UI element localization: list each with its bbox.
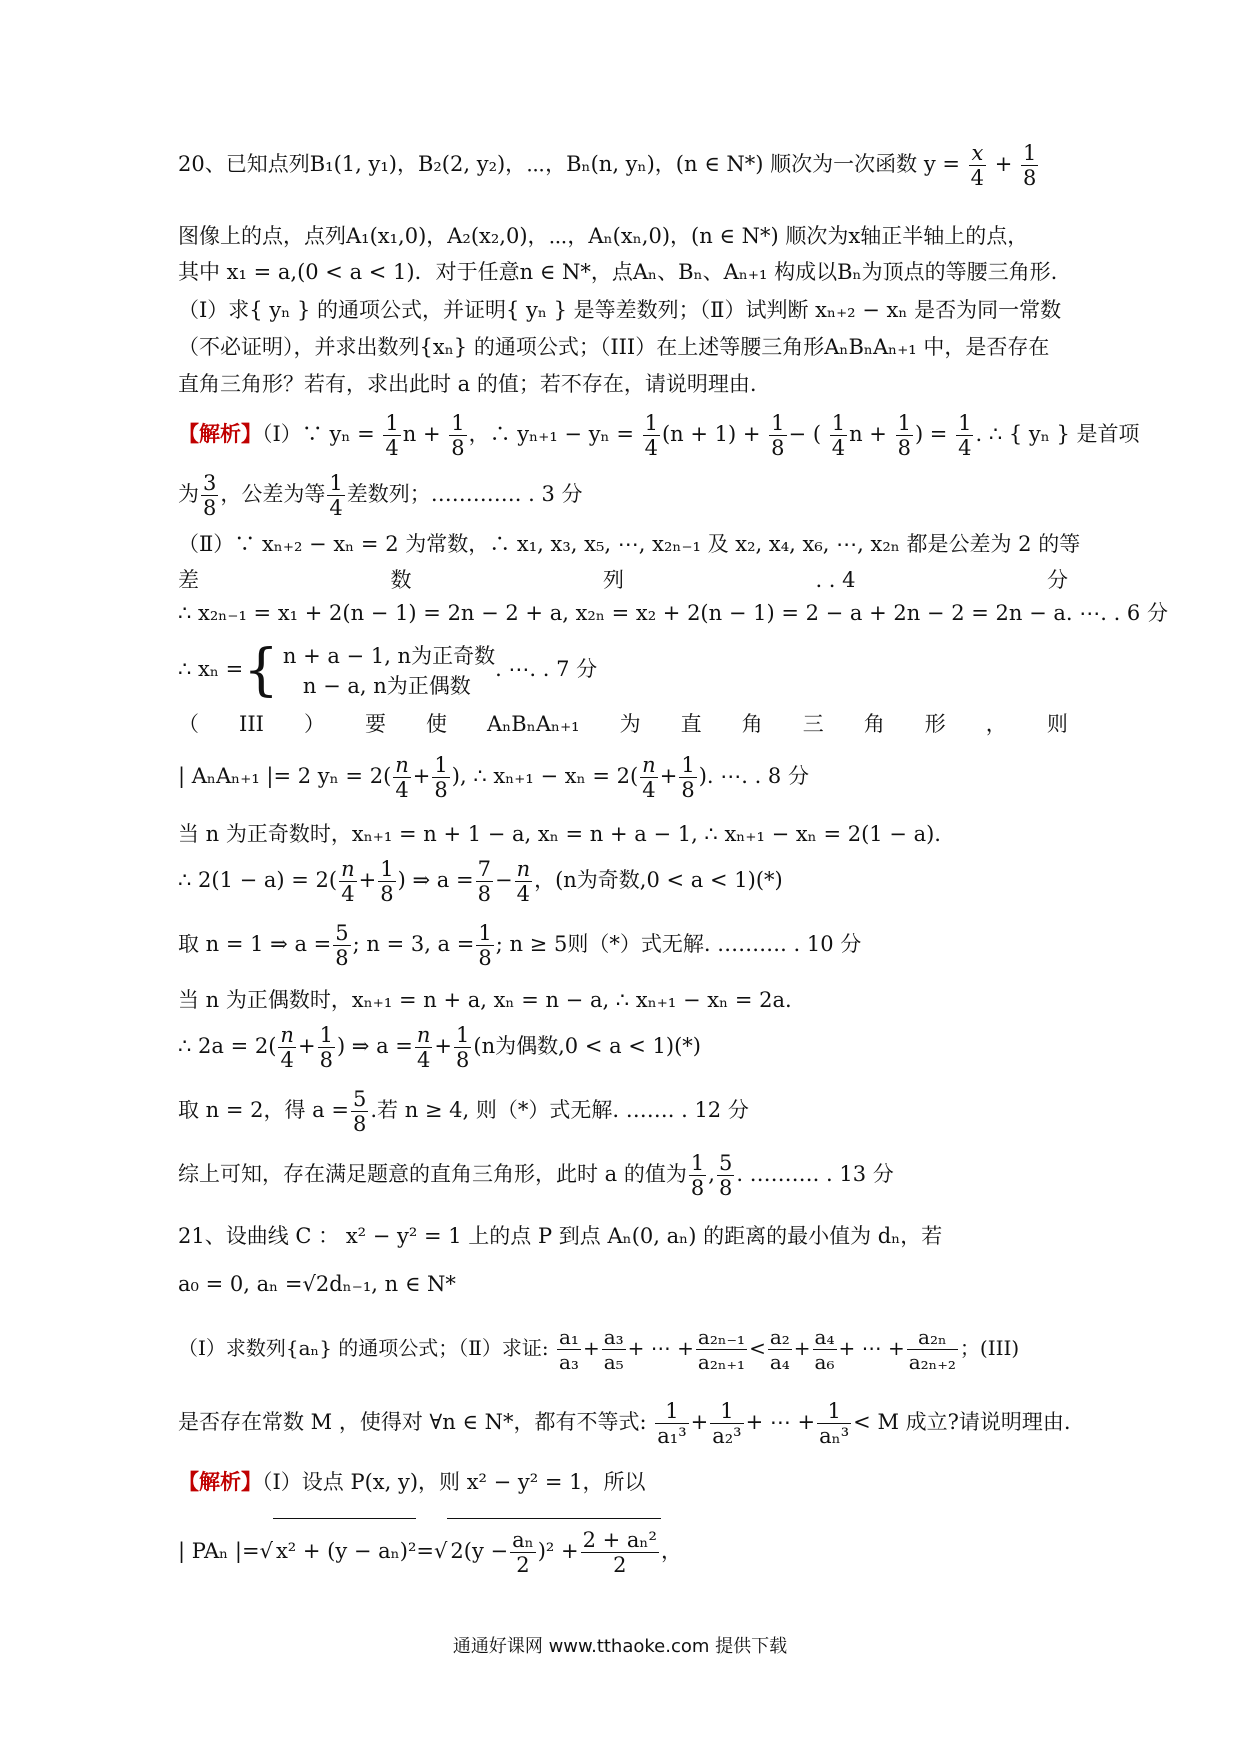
sol20-line-7: （ III ） 要 使 AₙBₙAₙ₊₁ 为 直 角 三 角 形 ， 则 — [178, 712, 1068, 736]
fraction: $\frac{7}{8}$ — [477, 857, 491, 906]
fraction: $\frac{n}{4}$ — [395, 753, 409, 802]
fraction: $\frac{5}{8}$ — [352, 1087, 367, 1136]
fraction: $\frac{\text{a₂}}{\text{a₄}}$ — [769, 1325, 790, 1374]
fraction: $\frac{1}{\text{a₁³}}$ — [657, 1399, 687, 1448]
q21-line-3: （Ⅰ）求数列{aₙ} 的通项公式；（Ⅱ）求证: $\frac{\text{a₁}}{\text{a₃}}$ + $\frac{\text{a₃}}{\text{a₅}}$ + ⋯ + $\frac{\text{a₂ₙ₋₁}}{\text{a₂ₙ₊₁}}$ < $\frac{\text{a₂}}{\text{a₄}}$ + $\frac{\text{a₄}}{\text{a₆}}$ + ⋯ + $\frac{\text{a₂ₙ}}{\text{a₂ₙ₊₂}}$ ；(III) — [178, 1325, 1020, 1374]
q20-line-1: 20、已知点列B₁(1, y₁)，B₂(2, y₂)，⋯，Bₙ(n, yₙ)，(n ∈ N*) 顺次为一次函数 y = $\frac{x}{4}$ + $\frac{1}{8}$ — [178, 141, 1037, 190]
fraction: $\frac{1}{8}$ — [1023, 141, 1037, 190]
fraction: $\frac{\text{2 + aₙ²}}{2}$ — [582, 1528, 657, 1577]
fraction: $\frac{1}{8}$ — [681, 753, 695, 802]
fraction: $\frac{1}{8}$ — [434, 753, 448, 802]
q20-line-4: （Ⅰ）求{ yₙ } 的通项公式，并证明{ yₙ } 是等差数列；（Ⅱ）试判断 xₙ₊₂ − xₙ 是否为同一常数 — [178, 298, 1062, 322]
sol20-line-15: 综上可知，存在满足题意的直角三角形，此时 a 的值为 $\frac{1}{8}$ , $\frac{5}{8}$ . ………. . 13 分 — [178, 1151, 894, 1200]
sol20-line-9: 当 n 为正奇数时，xₙ₊₁ = n + 1 − a, xₙ = n + a − 1, ∴ xₙ₊₁ − xₙ = 2(1 − a). — [178, 822, 941, 846]
q21-line-1: 21、设曲线 C ： x² − y² = 1 上的点 P 到点 Aₙ(0, aₙ) 的距离的最小值为 dₙ，若 — [178, 1224, 943, 1248]
fraction: $\frac{\text{a₄}}{\text{a₆}}$ — [814, 1325, 835, 1374]
sol20-line-8: | AₙAₙ₊₁ |= 2 yₙ = 2( $\frac{n}{4}$ + $\frac{1}{8}$ ), ∴ xₙ₊₁ − xₙ = 2( $\frac{n}{4}$ + $\frac{1}{8}$ ). ⋯. . 8 分 — [178, 753, 809, 802]
sol20-line-14: 取 n = 2，得 a = $\frac{5}{8}$ .若 n ≥ 4, 则（*）式无解. ……. . 12 分 — [178, 1087, 749, 1136]
fraction: $\frac{1}{\text{a₂³}}$ — [712, 1399, 742, 1448]
fraction: $\frac{1}{\text{aₙ³}}$ — [819, 1399, 850, 1448]
fraction: $\frac{n}{4}$ — [280, 1023, 294, 1072]
fraction: $\frac{\text{a₂ₙ}}{\text{a₂ₙ₊₂}}$ — [908, 1325, 956, 1374]
q21-solution-line-1: 【解析】（Ⅰ）设点 P(x, y)，则 x² − y² = 1，所以 — [178, 1469, 646, 1494]
fraction: $\frac{n}{4}$ — [341, 857, 355, 906]
sol20-line-11: 取 n = 1 ⇒ a = $\frac{5}{8}$ ; n = 3, a = $\frac{1}{8}$ ; n ≥ 5则（*）式无解. ………. . 10 分 — [178, 921, 862, 970]
q21-line-4: 是否存在常数 M ，使得对 ∀n ∈ N*，都有不等式: $\frac{1}{\text{a₁³}}$ + $\frac{1}{\text{a₂³}}$ + ⋯ + $\frac{1}{\text{aₙ³}}$ < M 成立?请说明理由. — [178, 1399, 1071, 1448]
fraction: $\frac{n}{4}$ — [642, 753, 656, 802]
fraction: $\frac{5}{8}$ — [335, 921, 349, 970]
solution-tag: 【解析】 — [178, 421, 262, 446]
sol20-line-4: 差 数 列 . . 4 分 — [178, 568, 1068, 592]
fraction: $\frac{\text{a₃}}{\text{a₅}}$ — [603, 1325, 624, 1374]
q20-text-1: 20、已知点列B₁(1, y₁)，B₂(2, y₂)，⋯，Bₙ(n, yₙ)，(n ∈ N*) 顺次为一次函数 y = — [178, 152, 960, 176]
fraction: $\frac{n}{4}$ — [416, 1023, 431, 1072]
sqrt-radicand: 2(y − $\frac{\text{aₙ}}{2}$ )² + $\frac{\text{2 + aₙ²}}{2}$ — [447, 1518, 661, 1583]
sol20-line-10: ∴ 2(1 − a) = 2( $\frac{n}{4}$ + $\frac{1}{8}$ ) ⇒ a = $\frac{7}{8}$ − $\frac{n}{4}$ ，(n为奇数,0 < a < 1)(*) — [178, 857, 783, 906]
fraction: $\frac{1}{8}$ — [451, 411, 465, 460]
fraction: $\frac{1}{4}$ — [329, 471, 343, 520]
fraction: $\frac{5}{8}$ — [718, 1151, 733, 1200]
q20-line-6: 直角三角形？若有，求出此时 a 的值；若不存在，请说明理由. — [178, 372, 757, 396]
fraction: $\frac{1}{4}$ — [385, 411, 399, 460]
fraction: $\frac{n}{4}$ — [516, 857, 531, 906]
fraction: $\frac{1}{8}$ — [319, 1023, 333, 1072]
q20-line-3: 其中 x₁ = a,(0 < a < 1)．对于任意n ∈ N*，点Aₙ、Bₙ、Aₙ₊₁ 构成以Bₙ为顶点的等腰三角形. — [178, 260, 1058, 284]
sol20-line-5: ∴ x₂ₙ₋₁ = x₁ + 2(n − 1) = 2n − 2 + a, x₂ₙ = x₂ + 2(n − 1) = 2 − a + 2n − 2 = 2n − a. ⋯. . 6 分 — [178, 601, 1168, 625]
fraction: $\frac{1}{8}$ — [380, 857, 394, 906]
sol20-line-1: 【解析】（Ⅰ）∵ yₙ = $\frac{1}{4}$ n + $\frac{1}{8}$ ，∴ yₙ₊₁ − yₙ = $\frac{1}{4}$ (n + 1) + $\frac{1}{8}$ − ( $\frac{1}{4}$ n + $\frac{1}{8}$ ) = $\frac{1}{4}$ . ∴ { yₙ } 是首项 — [178, 411, 1140, 460]
sol20-line-13: ∴ 2a = 2( $\frac{n}{4}$ + $\frac{1}{8}$ ) ⇒ a = $\frac{n}{4}$ + $\frac{1}{8}$ (n为偶数,0 < a < 1)(*) — [178, 1023, 701, 1072]
fraction: $\frac{3}{8}$ — [203, 471, 217, 520]
fraction: $\frac{1}{4}$ — [831, 411, 846, 460]
brace: { — [243, 637, 279, 703]
sol20-line-12: 当 n 为正偶数时，xₙ₊₁ = n + a, xₙ = n − a, ∴ xₙ₊₁ − xₙ = 2a. — [178, 988, 792, 1012]
fraction: $\frac{1}{8}$ — [456, 1023, 470, 1072]
q20-line-5: （不必证明），并求出数列{xₙ} 的通项公式；（III）在上述等腰三角形AₙBₙAₙ₊₁ 中，是否存在 — [178, 335, 1050, 359]
fraction: $\frac{1}{4}$ — [958, 411, 972, 460]
sol20-line-3: （Ⅱ）∵ xₙ₊₂ − xₙ = 2 为常数，∴ x₁, x₃, x₅, ⋯, x₂ₙ₋₁ 及 x₂, x₄, x₆, ⋯, x₂ₙ 都是公差为 2 的等 — [178, 532, 1081, 556]
q21-line-2: a₀ = 0, aₙ =√2dₙ₋₁, n ∈ N* — [178, 1272, 456, 1296]
solution-tag: 【解析】 — [178, 1469, 262, 1494]
fraction: $\frac{\text{a₂ₙ₋₁}}{\text{a₂ₙ₊₁}}$ — [697, 1325, 746, 1374]
page-footer: 通通好课网 www.tthaoke.com 提供下载 — [452, 1636, 788, 1657]
fraction: $\frac{\text{a₁}}{\text{a₃}}$ — [558, 1325, 579, 1374]
case-block: n + a − 1, n为正奇数 n − a, n为正偶数 — [282, 643, 496, 698]
fraction: $\frac{1}{4}$ — [644, 411, 658, 460]
fraction: $\frac{\text{aₙ}}{2}$ — [512, 1528, 534, 1577]
fraction: $\frac{x}{4}$ — [970, 141, 985, 190]
sqrt-radicand: x² + (y − aₙ)² — [273, 1518, 416, 1583]
fraction: $\frac{1}{8}$ — [690, 1151, 705, 1200]
sol20-line-6: ∴ xₙ ={ n + a − 1, n为正奇数 n − a, n为正偶数 . ⋯. . 7 分 — [178, 637, 598, 703]
sqrt-two: √2 — [302, 1272, 330, 1296]
q21-solution-line-2: | PAₙ |=√ x² + (y − aₙ)²=√ 2(y − $\frac{\text{aₙ}}{2}$ )² + $\frac{\text{2 + aₙ²}}{2}$ ， — [178, 1518, 1068, 1583]
fraction: $\frac{1}{8}$ — [897, 411, 911, 460]
sol20-line-2: 为 $\frac{3}{8}$ ，公差为等 $\frac{1}{4}$ 差数列；…………. . 3 分 — [178, 471, 583, 520]
q20-line-2: 图像上的点，点列A₁(x₁,0)，A₂(x₂,0)，⋯，Aₙ(xₙ,0)，(n ∈ N*) 顺次为x轴正半轴上的点， — [178, 224, 1029, 248]
fraction: $\frac{1}{8}$ — [478, 921, 492, 970]
fraction: $\frac{1}{8}$ — [771, 411, 785, 460]
